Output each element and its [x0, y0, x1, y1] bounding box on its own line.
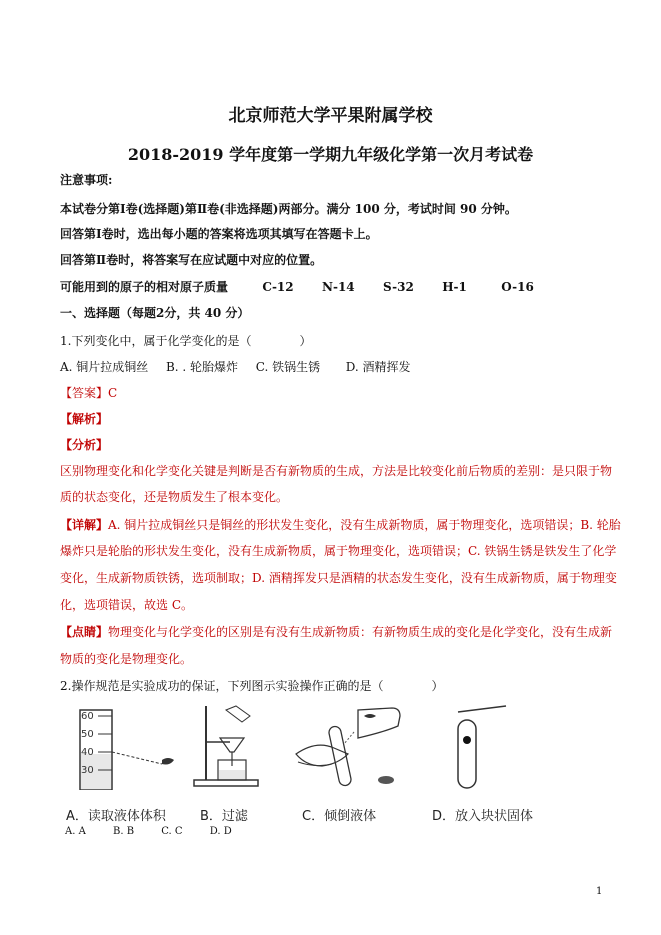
q1-comment-line-2: 物质的变化是物理变化。	[60, 652, 193, 666]
notes-heading: 注意事项:	[60, 173, 113, 187]
tick-50: 50	[81, 729, 94, 740]
q1-option-c: C. 铁锅生锈	[255, 360, 321, 374]
q1-option-d: D. 酒精挥发	[345, 360, 411, 374]
q1-option-b: B. . 轮胎爆炸	[165, 360, 239, 374]
notes-line-3: 回答第Ⅱ卷时，将答案写在应试题中对应的位置。	[60, 253, 323, 267]
block-solid-figure	[450, 704, 520, 790]
q1-fenxi-line-1: 区别物理变化和化学变化关键是判断是否有新物质的生成，方法是比较变化前后物质的差别：是只限于物	[60, 464, 613, 478]
page-number: 1	[596, 886, 603, 897]
atomic-mass-o: O-16	[501, 280, 534, 294]
atomic-mass-s: S-32	[383, 280, 414, 294]
q1-detail-line-1	[60, 517, 621, 533]
tick-40: 40	[81, 747, 94, 758]
q1-option-a: A. 铜片拉成铜丝	[60, 360, 149, 374]
q1-stem: 1.下列变化中，属于化学变化的是（ ）	[60, 334, 312, 348]
q2-options	[65, 826, 256, 837]
section-heading: 一、选择题（每题2分，共 40 分）	[60, 306, 250, 320]
q1-detail-text-1: A. 铜片拉成铜丝只是铜丝的形状发生变化，没有生成新物质，属于物理变化，选项错误；B. 轮胎	[108, 518, 621, 532]
q1-detail-line-4: 化，选项错误，故选 C。	[60, 598, 193, 612]
tick-30: 30	[81, 765, 94, 776]
caption-b: B．过滤	[200, 809, 248, 824]
filtration-figure	[188, 704, 268, 790]
q1-detail-tag: 【详解】	[60, 518, 109, 532]
pouring-liquid-figure	[288, 704, 418, 790]
school-title: 北京师范大学平果附属学校	[228, 106, 433, 126]
atomic-mass-h: H-1	[442, 280, 467, 294]
atomic-mass-n: N-14	[322, 280, 355, 294]
caption-c: C．倾倒液体	[302, 809, 377, 824]
q1-options	[60, 359, 411, 375]
caption-a: A．读取液体体积	[66, 809, 166, 824]
graduated-cylinder-figure	[74, 704, 184, 790]
atomic-mass-c: C-12	[262, 280, 294, 294]
q2-figure-panel	[60, 704, 560, 824]
q2-option-c: C. C	[161, 826, 183, 837]
notes-line-1: 本试卷分第Ⅰ卷(选择题)第Ⅱ卷(非选择题)两部分。满分 100 分，考试时间 90 分钟。	[60, 202, 517, 216]
exam-title: 2018-2019 学年度第一学期九年级化学第一次月考试卷	[127, 145, 534, 164]
tick-60: 60	[81, 711, 94, 722]
atomic-mass-label: 可能用到的原子的相对原子质量	[60, 280, 229, 294]
q1-detail-line-2: 爆炸只是轮胎的形状发生变化，没有生成新物质，属于物理变化，选项错误；C. 铁锅生锈是铁发生了化学	[60, 544, 617, 558]
q1-analysis-tag: 【解析】	[60, 412, 109, 426]
q1-comment-line-1	[60, 624, 612, 640]
q2-stem: 2.操作规范是实验成功的保证，下列图示实验操作正确的是（ ）	[60, 679, 444, 693]
q2-option-b: B. B	[113, 826, 135, 837]
notes-line-2: 回答第Ⅰ卷时，选出每小题的答案将选项其填写在答题卡上。	[60, 227, 378, 241]
q1-comment-text-1: 物理变化与化学变化的区别是有没有生成新物质：有新物质生成的变化是化学变化，没有生成新	[108, 625, 613, 639]
q1-comment-tag: 【点睛】	[60, 625, 109, 639]
q1-answer: 【答案】C	[60, 386, 118, 400]
q2-option-d: D. D	[209, 826, 232, 837]
q2-option-a: A. A	[65, 826, 86, 837]
q1-fenxi-tag: 【分析】	[60, 438, 109, 452]
q1-fenxi-line-2: 质的状态变化，还是物质发生了根本变化。	[60, 490, 289, 504]
atomic-mass-line	[60, 279, 534, 295]
q1-detail-line-3: 变化，生成新物质铁锈，选项制取；D. 酒精挥发只是酒精的状态发生变化，没有生成新物质，属于物理变	[60, 571, 617, 585]
caption-d: D．放入块状固体	[432, 809, 534, 824]
